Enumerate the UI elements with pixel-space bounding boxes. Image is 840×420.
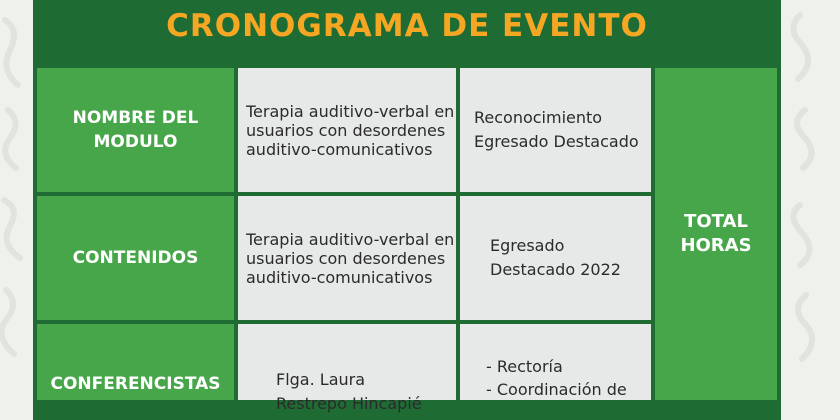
cell-egresado-2022 — [460, 196, 651, 320]
cell-modulo-name — [238, 68, 456, 192]
cell-reconocimiento — [460, 68, 651, 192]
row-header-label: CONTENIDOS — [72, 248, 199, 268]
cell-text: Egresado Destacado 2022 — [490, 236, 621, 279]
cell-text: Flga. Laura Restrepo Hincapié — [276, 370, 422, 413]
cell-text: Terapia auditivo-verbal en usuarios con desordenes auditivo-comunicativos — [246, 101, 455, 159]
total-horas-cell — [655, 68, 777, 400]
total-horas-label: TOTAL HORAS — [680, 211, 752, 256]
cell-conferencista-name — [238, 324, 456, 413]
cell-text: - Rectoría - Coordinación de — [486, 357, 627, 399]
row-header-label: CONFERENCISTAS — [50, 374, 221, 394]
cell-text: Reconocimiento Egresado Destacado — [474, 108, 639, 151]
row-header-label: NOMBRE DEL MODULO — [72, 108, 199, 152]
row-header-nombre-modulo — [37, 68, 234, 192]
page-title: CRONOGRAMA DE EVENTO — [166, 8, 648, 44]
row-header-conferencistas — [37, 324, 234, 400]
row-header-contenidos — [37, 196, 234, 320]
cell-text: Terapia auditivo-verbal en usuarios con desordenes auditivo-comunicativos — [246, 229, 455, 287]
cell-organizadores — [460, 324, 651, 400]
cell-contenidos — [238, 196, 456, 320]
